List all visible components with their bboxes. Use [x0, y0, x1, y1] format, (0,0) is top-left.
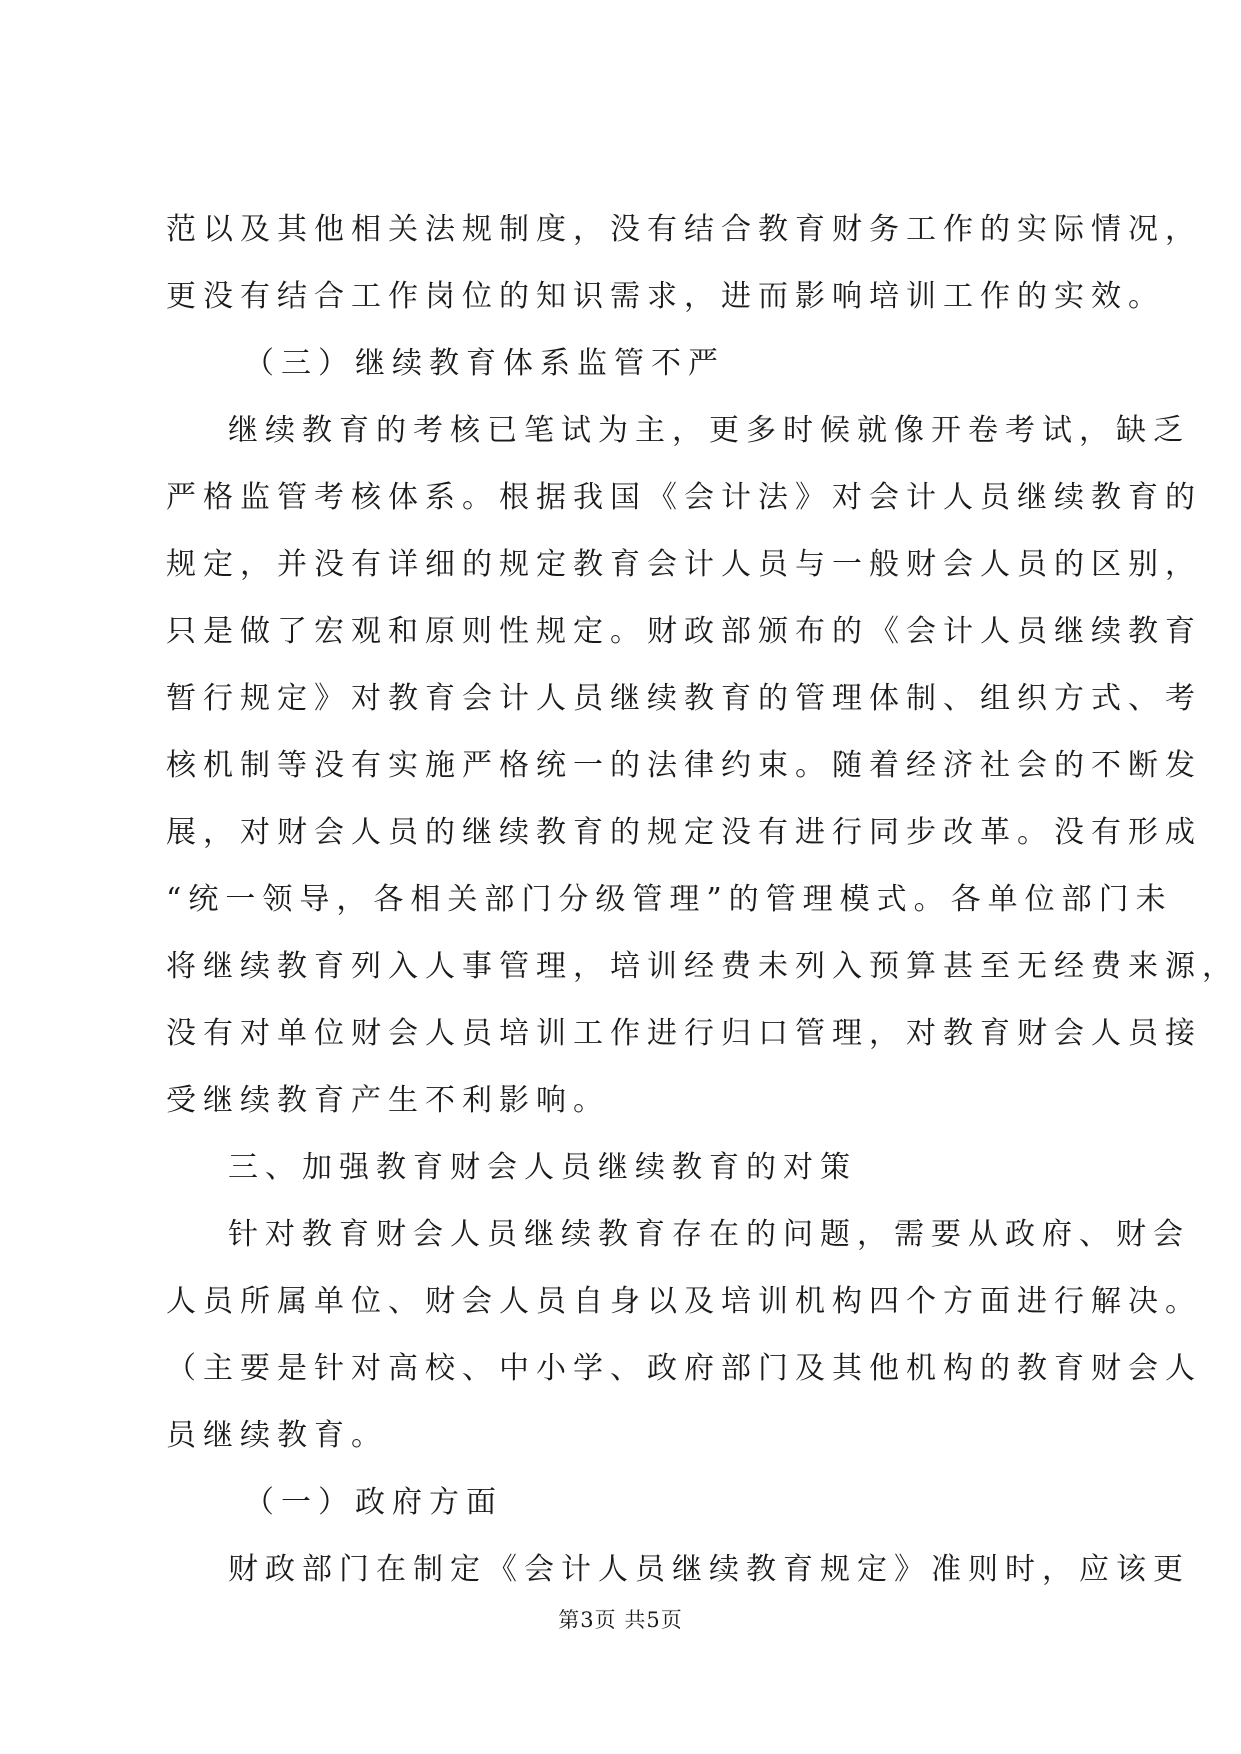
text-line: 更没有结合工作岗位的知识需求，进而影响培训工作的实效。: [166, 279, 1165, 314]
text-line: 只是做了宏观和原则性规定。财政部颁布的《会计人员继续教育: [166, 614, 1202, 649]
document-body: [166, 201, 1239, 1608]
text-line: （主要是针对高校、中小学、政府部门及其他机构的教育财会人: [166, 1351, 1202, 1386]
section-heading: 三、加强教育财会人员继续教育的对策: [228, 1150, 857, 1185]
text-line: 将继续教育列入人事管理，培训经费未列入预算甚至无经费来源，: [166, 949, 1239, 984]
text-line: 核机制等没有实施严格统一的法律约束。随着经济社会的不断发: [166, 748, 1202, 783]
text-line: 严格监管考核体系。根据我国《会计法》对会计人员继续教育的: [166, 480, 1202, 515]
text-line: 继续教育的考核已笔试为主，更多时候就像开卷考试，缺乏: [228, 413, 1190, 448]
text-line: 受继续教育产生不利影响。: [166, 1083, 610, 1118]
text-line: 暂行规定》对教育会计人员继续教育的管理体制、组织方式、考: [166, 681, 1202, 716]
section-heading: （三）继续教育体系监管不严: [244, 346, 725, 381]
text-line: 没有对单位财会人员培训工作进行归口管理，对教育财会人员接: [166, 1016, 1202, 1051]
text-line: 人员所属单位、财会人员自身以及培训机构四个方面进行解决。: [166, 1284, 1202, 1319]
text-line: 展，对财会人员的继续教育的规定没有进行同步改革。没有形成: [166, 815, 1202, 850]
text-line: 范以及其他相关法规制度，没有结合教育财务工作的实际情况，: [166, 212, 1202, 247]
page-footer: 第3页 共5页: [558, 1608, 683, 1632]
section-heading: （一）政府方面: [244, 1485, 503, 1520]
text-line: 员继续教育。: [166, 1418, 388, 1453]
text-line: 规定，并没有详细的规定教育会计人员与一般财会人员的区别，: [166, 547, 1202, 582]
text-line: 针对教育财会人员继续教育存在的问题，需要从政府、财会: [228, 1217, 1190, 1252]
text-line: “统一领导，各相关部门分级管理”的管理模式。各单位部门未: [166, 882, 1173, 917]
text-line: 财政部门在制定《会计人员继续教育规定》准则时，应该更: [228, 1552, 1190, 1587]
